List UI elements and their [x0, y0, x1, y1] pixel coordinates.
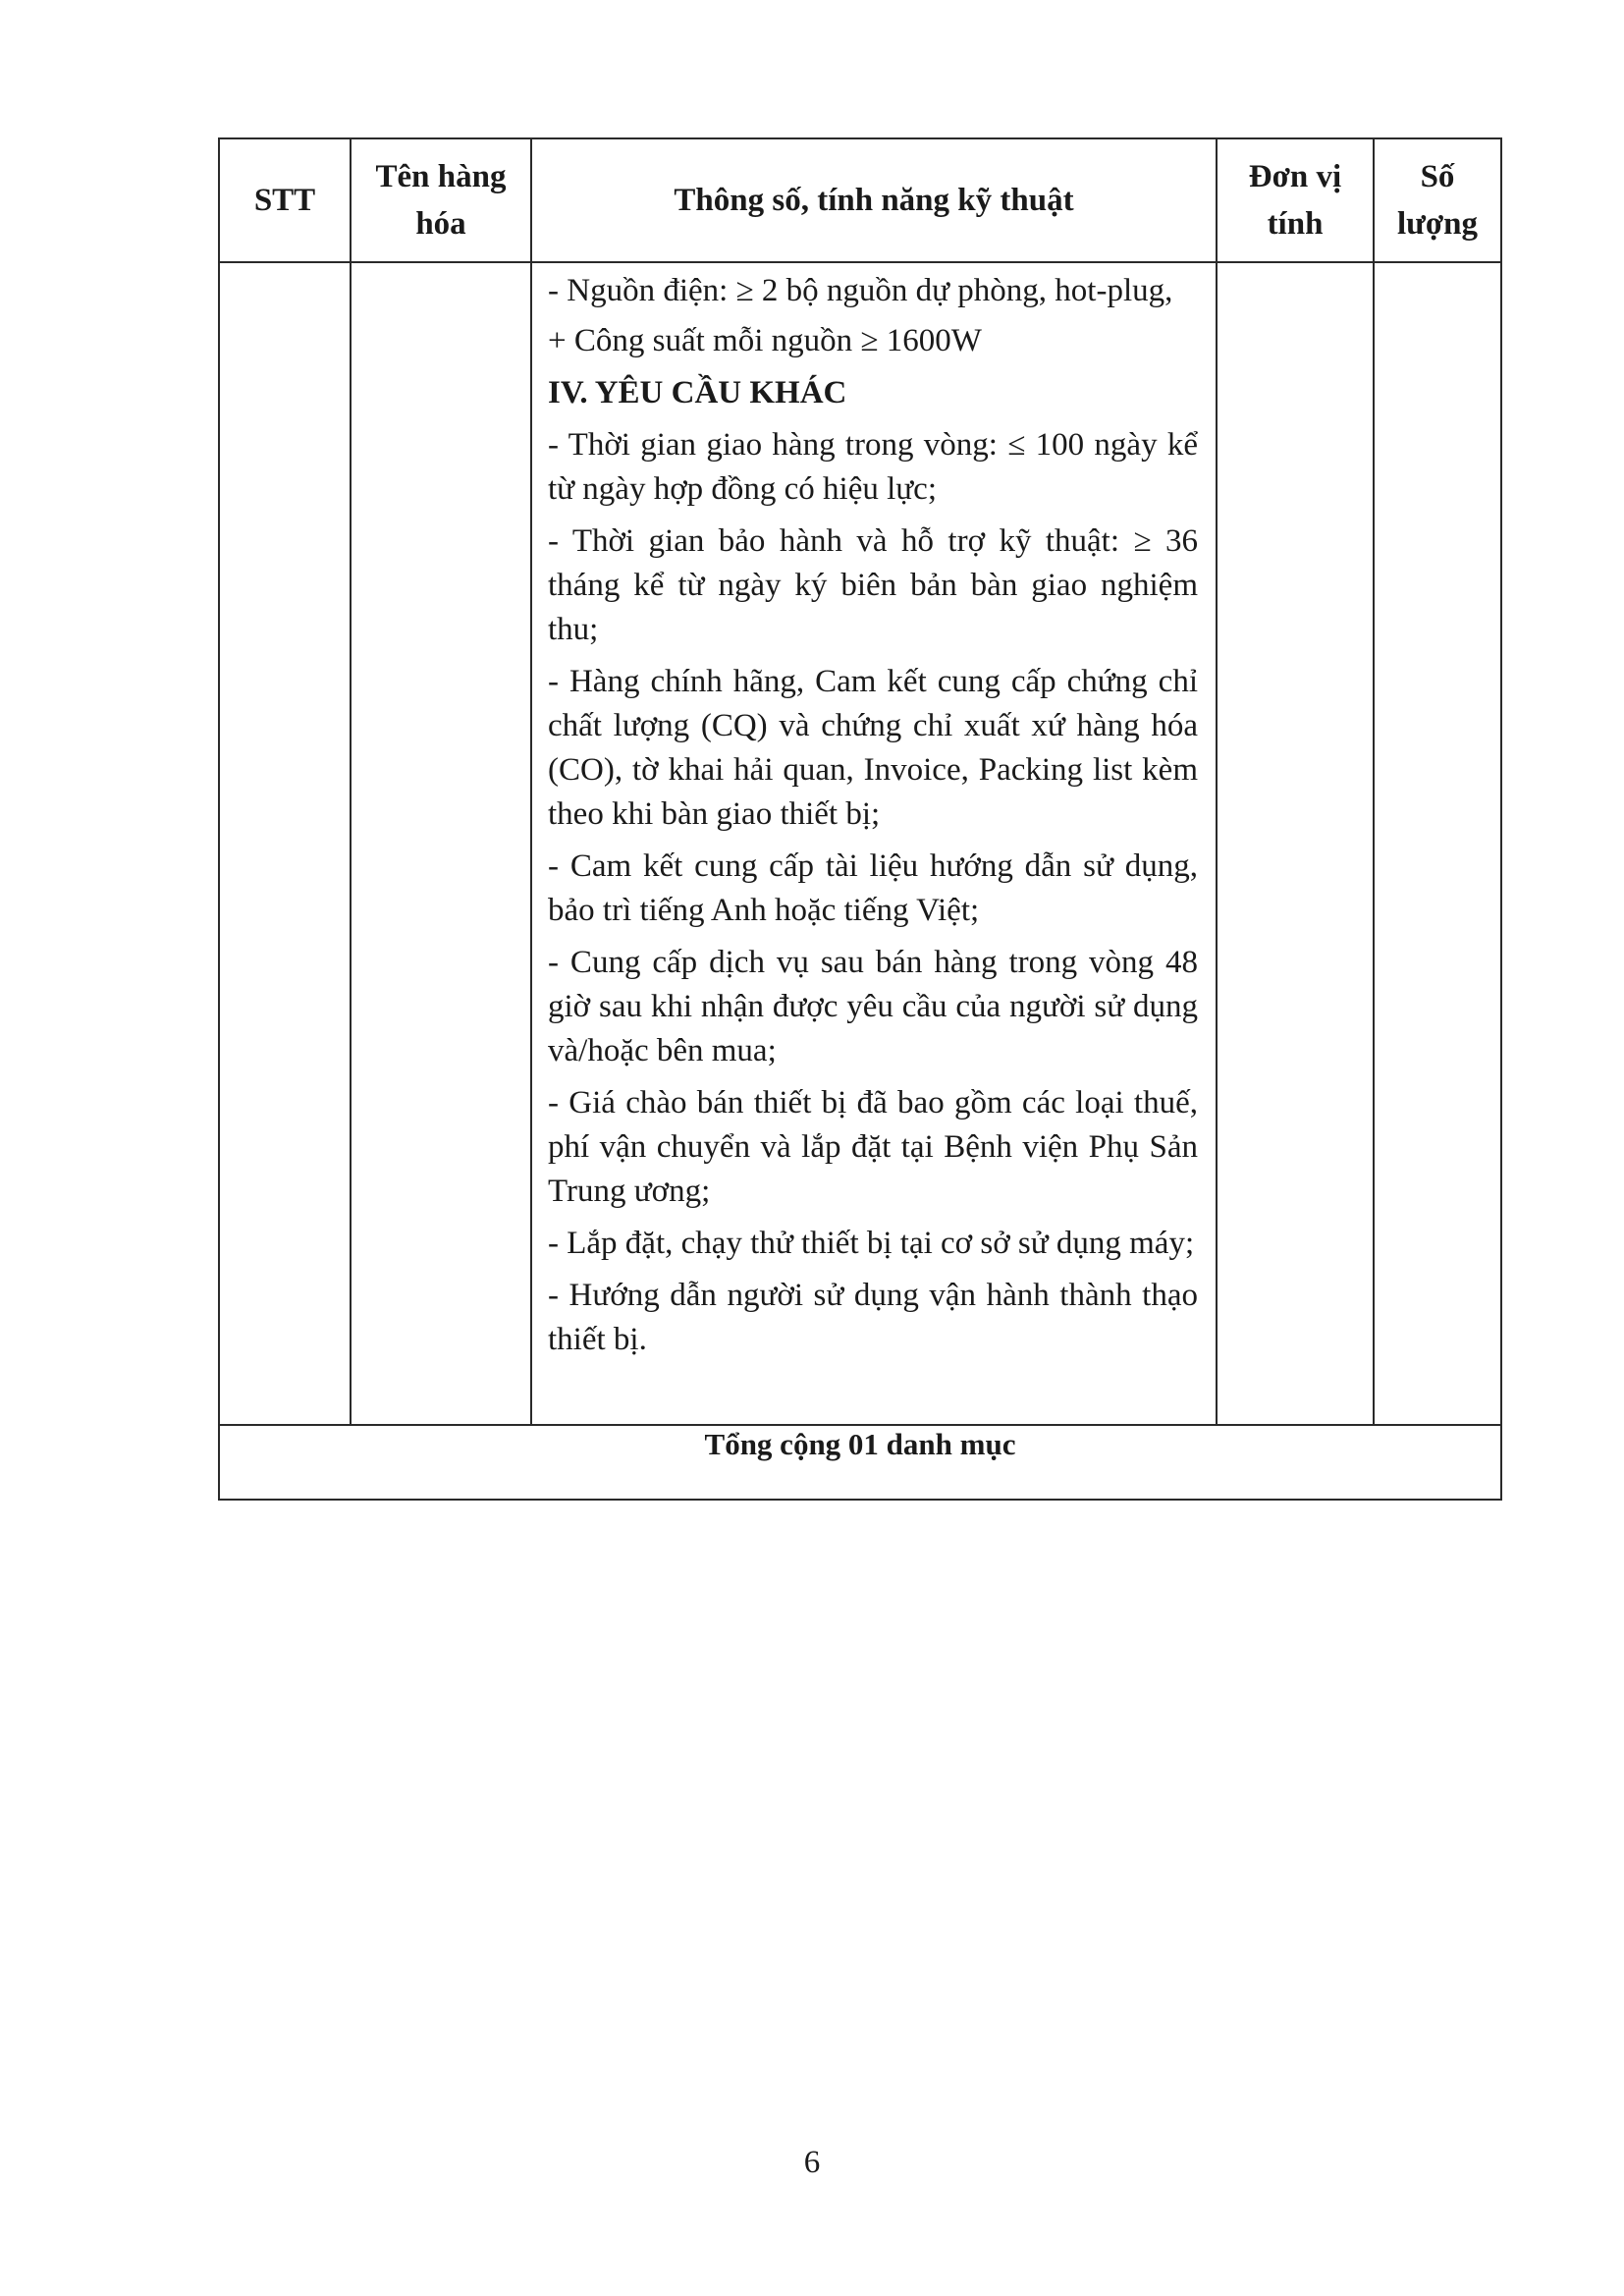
- spec-training: - Hướng dẫn người sử dụng vận hành thành thạo thiết bị.: [548, 1278, 1198, 1357]
- specifications-cell: [531, 262, 1217, 1425]
- header-quantity: Số lượng: [1374, 138, 1501, 262]
- spec-power-supply: - Nguồn điện: ≥ 2 bộ nguồn dự phòng, hot-plug,: [548, 273, 1173, 308]
- table-header-row: [219, 138, 1501, 262]
- unit-cell: [1217, 262, 1374, 1425]
- spec-price: - Giá chào bán thiết bị đã bao gồm các loại thuế, phí vận chuyển và lắp đặt tại Bệnh viện Phụ Sản Trung ương;: [548, 1085, 1198, 1209]
- item-name-cell: [351, 262, 531, 1425]
- spec-genuine-goods: - Hàng chính hãng, Cam kết cung cấp chứng chỉ chất lượng (CQ) và chứng chỉ xuất xứ hàng hóa (CO), tờ khai hải quan, Invoice, Packing list kèm theo khi bàn giao thiết bị;: [548, 664, 1198, 832]
- header-item-name: Tên hàng hóa: [351, 138, 531, 262]
- spec-installation: - Lắp đặt, chạy thử thiết bị tại cơ sở sử dụng máy;: [548, 1226, 1195, 1261]
- total-label: Tổng cộng 01 danh mục: [219, 1425, 1501, 1500]
- spec-after-sales: - Cung cấp dịch vụ sau bán hàng trong vòng 48 giờ sau khi nhận được yêu cầu của người sử dụng và/hoặc bên mua;: [548, 945, 1198, 1068]
- spec-power-capacity: + Công suất mỗi nguồn ≥ 1600W: [548, 323, 982, 358]
- quantity-cell: [1374, 262, 1501, 1425]
- section-other-requirements: IV. YÊU CẦU KHÁC: [548, 375, 847, 410]
- specification-table: [218, 137, 1502, 1501]
- page-number: 6: [803, 2145, 821, 2180]
- header-stt: STT: [219, 138, 351, 262]
- total-row: [219, 1425, 1501, 1500]
- spec-delivery-time: - Thời gian giao hàng trong vòng: ≤ 100 ngày kể từ ngày hợp đồng có hiệu lực;: [548, 427, 1198, 507]
- spec-warranty: - Thời gian bảo hành và hỗ trợ kỹ thuật: ≥ 36 tháng kể từ ngày ký biên bản bàn giao nghiệm thu;: [548, 523, 1198, 647]
- header-unit: Đơn vị tính: [1217, 138, 1374, 262]
- stt-cell: [219, 262, 351, 1425]
- header-specifications: Thông số, tính năng kỹ thuật: [531, 138, 1217, 262]
- table-row: [219, 262, 1501, 1425]
- spec-manuals: - Cam kết cung cấp tài liệu hướng dẫn sử dụng, bảo trì tiếng Anh hoặc tiếng Việt;: [548, 848, 1198, 928]
